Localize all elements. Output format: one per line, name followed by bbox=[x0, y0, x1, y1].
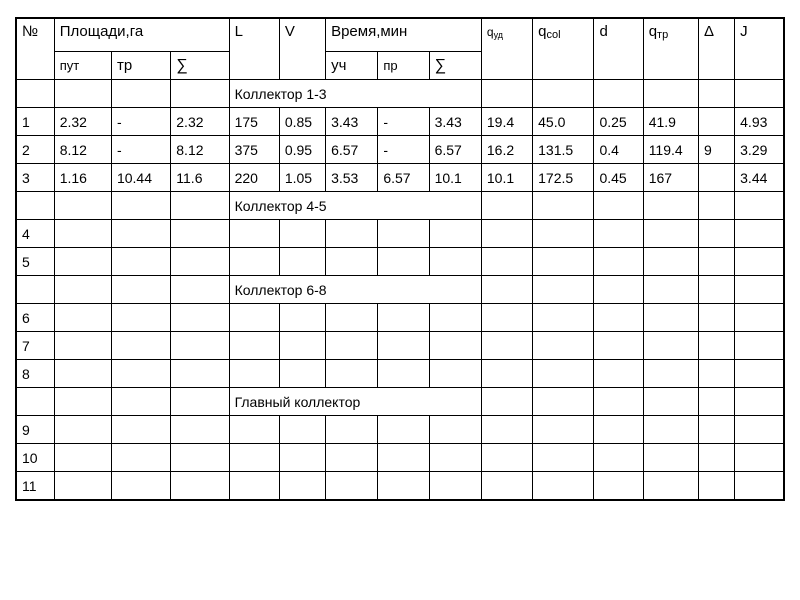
cell: - bbox=[378, 108, 429, 136]
cell: 0.85 bbox=[279, 108, 325, 136]
cell: 375 bbox=[229, 136, 279, 164]
row-number: 4 bbox=[16, 220, 54, 248]
header-pr: пр bbox=[378, 52, 429, 80]
cell: 2.32 bbox=[54, 108, 111, 136]
cell: 0.25 bbox=[594, 108, 643, 136]
cell: 6.57 bbox=[429, 136, 481, 164]
table-row bbox=[16, 108, 784, 136]
q-ud-letter: q bbox=[486, 25, 494, 39]
cell: 175 bbox=[229, 108, 279, 136]
table-row bbox=[16, 164, 784, 192]
header-row-top bbox=[16, 18, 784, 52]
q-tr-letter: q bbox=[648, 23, 658, 40]
q-ud-subscript: уд bbox=[493, 30, 504, 40]
cell: 3.44 bbox=[735, 164, 784, 192]
section-title: Коллектор 1-3 bbox=[229, 80, 481, 108]
header-number: № bbox=[16, 18, 54, 80]
section-row bbox=[16, 192, 784, 220]
row-number: 9 bbox=[16, 416, 54, 444]
cell: 131.5 bbox=[533, 136, 594, 164]
cell: 1.16 bbox=[54, 164, 111, 192]
section-row bbox=[16, 80, 784, 108]
q-col-letter: q bbox=[538, 23, 547, 40]
section-title: Коллектор 4-5 bbox=[229, 192, 481, 220]
cell: 0.4 bbox=[594, 136, 643, 164]
cell: 0.45 bbox=[594, 164, 643, 192]
cell: 4.93 bbox=[735, 108, 784, 136]
cell: 3.43 bbox=[326, 108, 378, 136]
cell: 172.5 bbox=[533, 164, 594, 192]
header-length: L bbox=[229, 18, 279, 80]
header-areas: Площади,га bbox=[54, 18, 229, 52]
cell: - bbox=[111, 108, 170, 136]
cell: 10.1 bbox=[481, 164, 532, 192]
row-number: 11 bbox=[16, 472, 54, 501]
section-row bbox=[16, 276, 784, 304]
table-row bbox=[16, 220, 784, 248]
table-row bbox=[16, 416, 784, 444]
cell: 16.2 bbox=[481, 136, 532, 164]
cell: 3.43 bbox=[429, 108, 481, 136]
header-q-tr bbox=[643, 18, 698, 80]
section-title: Главный коллектор bbox=[229, 388, 481, 416]
row-number: 5 bbox=[16, 248, 54, 276]
q-tr-subscript: тр bbox=[657, 29, 669, 41]
cell: 6.57 bbox=[326, 136, 378, 164]
header-uch: уч bbox=[326, 52, 378, 80]
cell: 3.53 bbox=[326, 164, 378, 192]
cell: 2 bbox=[16, 136, 54, 164]
cell: - bbox=[111, 136, 170, 164]
table-row bbox=[16, 304, 784, 332]
cell: 0.95 bbox=[279, 136, 325, 164]
cell: 19.4 bbox=[481, 108, 532, 136]
cell: 6.57 bbox=[378, 164, 429, 192]
cell: 11.6 bbox=[171, 164, 229, 192]
cell: 220 bbox=[229, 164, 279, 192]
cell: 1 bbox=[16, 108, 54, 136]
calculation-table bbox=[15, 17, 785, 501]
table-row bbox=[16, 360, 784, 388]
header-area-sum: ∑ bbox=[171, 52, 229, 80]
cell: 41.9 bbox=[643, 108, 698, 136]
cell: 3.29 bbox=[735, 136, 784, 164]
cell: 1.05 bbox=[279, 164, 325, 192]
table-row bbox=[16, 472, 784, 501]
cell: 10.1 bbox=[429, 164, 481, 192]
section-title: Коллектор 6-8 bbox=[229, 276, 481, 304]
q-col-subscript: col bbox=[546, 29, 561, 41]
cell: 2.32 bbox=[171, 108, 229, 136]
cell: 45.0 bbox=[533, 108, 594, 136]
cell: 3 bbox=[16, 164, 54, 192]
header-q-ud bbox=[481, 18, 532, 80]
header-time-sum: ∑ bbox=[429, 52, 481, 80]
cell: 8.12 bbox=[171, 136, 229, 164]
cell bbox=[698, 164, 734, 192]
header-q-col bbox=[533, 18, 594, 80]
cell: 9 bbox=[698, 136, 734, 164]
row-number: 6 bbox=[16, 304, 54, 332]
cell: - bbox=[378, 136, 429, 164]
cell bbox=[698, 108, 734, 136]
row-number: 7 bbox=[16, 332, 54, 360]
table-row bbox=[16, 248, 784, 276]
header-diameter: d bbox=[594, 18, 643, 80]
header-slope: J bbox=[735, 18, 784, 80]
cell: 10.44 bbox=[111, 164, 170, 192]
table-row bbox=[16, 332, 784, 360]
cell: 167 bbox=[643, 164, 698, 192]
cell: 8.12 bbox=[54, 136, 111, 164]
header-put: пут bbox=[54, 52, 111, 80]
section-row bbox=[16, 388, 784, 416]
header-time: Время,мин bbox=[326, 18, 482, 52]
header-delta: Δ bbox=[698, 18, 734, 80]
cell: 119.4 bbox=[643, 136, 698, 164]
table-row bbox=[16, 136, 784, 164]
row-number: 10 bbox=[16, 444, 54, 472]
table-row bbox=[16, 444, 784, 472]
header-tr: тр bbox=[111, 52, 170, 80]
header-velocity: V bbox=[279, 18, 325, 80]
row-number: 8 bbox=[16, 360, 54, 388]
